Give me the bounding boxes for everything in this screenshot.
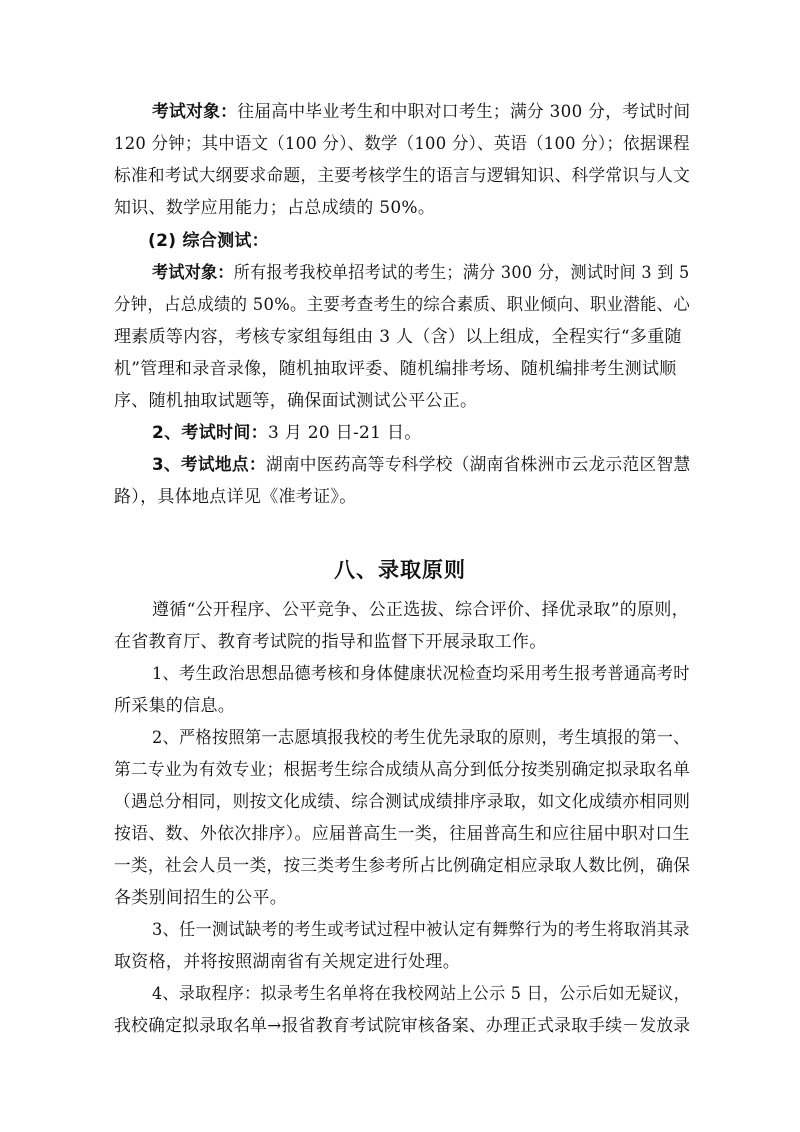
exam-target-paragraph-line xyxy=(152,259,690,287)
rule-3-line: 3、任一测试缺考的考生或考试过程中被认定有舞弊行为的考生将取消其录 xyxy=(152,920,690,940)
exam-target-paragraph-line xyxy=(152,98,690,126)
exam-time-line xyxy=(152,419,422,447)
text-line: 120 分钟；其中语文（100 分）、数学（100 分）、英语（100 分）；依据课程 xyxy=(114,134,690,154)
text-line: 一类，社会人员一类，按三类考生参考所占比例确定相应录取人数比例，确保 xyxy=(114,856,691,876)
exam-place-line xyxy=(152,451,690,479)
text-line: 所采集的信息。 xyxy=(114,696,236,716)
exam-target-label: 考试对象： xyxy=(152,263,234,283)
text-line: 知识、数学应用能力；占总成绩的 50%。 xyxy=(114,198,436,218)
exam-time-label: 2、考试时间： xyxy=(152,423,268,443)
exam-target-label: 考试对象： xyxy=(152,102,238,122)
text-line: 遵循“公开程序、公平竞争、公正选拔、综合评价、择优录取”的原则， xyxy=(152,600,689,620)
text-line: 我校确定拟录取名单→报省教育考试院审核备案、办理正式录取手续－发放录 xyxy=(114,1016,691,1036)
exam-place-label: 3、考试地点： xyxy=(152,455,266,475)
text-line: 按语、数、外依次排序）。应届普高生一类，往届普高生和应往届中职对口生 xyxy=(114,824,690,844)
text-line: 各类别间招生的公平。 xyxy=(114,888,287,908)
rule-1-line: 1、考生政治思想品德考核和身体健康状况检查均采用考生报考普通高考时 xyxy=(152,664,690,684)
text-line: 序、随机抽取试题等，确保面试测试公平公正。 xyxy=(114,391,478,411)
text-line: 第二专业为有效专业；根据考生综合成绩从高分到低分按类别确定拟录取名单 xyxy=(114,760,691,780)
text-line: 取资格，并将按照湖南省有关规定进行处理。 xyxy=(114,952,460,972)
text-line: 分钟，占总成绩的 50%。主要考查考生的综合素质、职业倾向、职业潜能、心 xyxy=(114,295,690,315)
text-line: 往届高中毕业考生和中职对口考生；满分 300 分，考试时间 xyxy=(237,102,691,122)
text-line: 所有报考我校单招考试的考生；满分 300 分，测试时间 3 到 5 xyxy=(233,263,690,283)
rule-4-line: 4、录取程序：拟录考生名单将在我校网站上公示 5 日，公示后如无疑议， xyxy=(152,984,690,1004)
text-line: 路），具体地点详见《准考证》。 xyxy=(114,487,357,507)
rule-2-line: 2、严格按照第一志愿填报我校的考生优先录取的原则，考生填报的第一、 xyxy=(152,728,690,748)
exam-time-value: 3 月 20 日-21 日。 xyxy=(267,423,422,443)
text-line: 标准和考试大纲要求命题，主要考核学生的语言与逻辑知识、科学常识与人文 xyxy=(114,166,691,186)
text-line: （遇总分相同，则按文化成绩、综合测试成绩排序录取，如文化成绩亦相同则 xyxy=(114,792,691,812)
section-heading-admission-principles: 八、录取原则 xyxy=(334,558,466,582)
subheading-comprehensive-test: (2) 综合测试： xyxy=(148,231,269,251)
text-line: 理素质等内容，考核专家组每组由 3 人（含）以上组成，全程实行“多重随 xyxy=(114,327,682,347)
text-line: 机”管理和录音录像，随机抽取评委、随机编排考场、随机编排考生测试顺 xyxy=(114,359,677,379)
exam-place-value: 湖南中医药高等专科学校（湖南省株洲市云龙示范区智慧 xyxy=(265,455,691,475)
text-line: 在省教育厅、教育考试院的指导和监督下开展录取工作。 xyxy=(114,632,547,652)
